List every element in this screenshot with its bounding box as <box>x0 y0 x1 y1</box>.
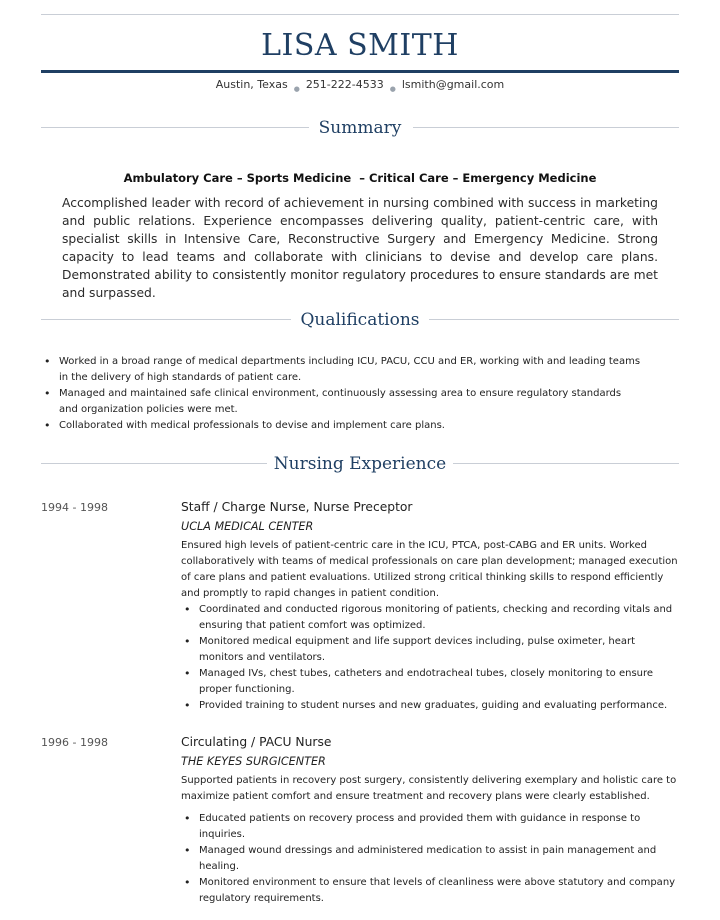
list-item: • Educated patients on recovery process and provided them with guidance in response to inquiries. <box>181 811 679 843</box>
list-item: • Collaborated with medical professionals to devise and implement care plans. <box>41 418 641 434</box>
section-title: Qualifications <box>300 310 420 330</box>
top-divider <box>41 14 679 15</box>
summary-heading <box>41 116 679 140</box>
contact-line <box>0 77 720 97</box>
job-entry <box>181 733 679 907</box>
job-employer: UCLA MEDICAL CENTER <box>181 520 314 533</box>
qualifications-heading <box>41 308 679 332</box>
list-item: • Coordinated and conducted rigorous monitoring of patients, checking and recording vitals and ensuring that patient comfort was optimized. <box>181 602 679 634</box>
heading-rule-right <box>453 463 679 464</box>
contact-location: Austin, Texas <box>215 78 288 91</box>
heading-rule-right <box>429 319 679 320</box>
separator-dot-icon: ● <box>389 85 396 93</box>
job-employer: THE KEYES SURGICENTER <box>181 755 326 768</box>
list-item: • Managed and maintained safe clinical environment, continuously assessing area to ensure regulatory standards and organization policies were met. <box>41 386 641 418</box>
contact-email: lsmith@gmail.com <box>401 78 505 91</box>
qualifications-list <box>41 354 641 434</box>
list-item: • Managed wound dressings and administered medication to assist in pain management and healing. <box>181 843 679 875</box>
job-title: Staff / Charge Nurse, Nurse Preceptor <box>181 500 413 514</box>
section-title: Summary <box>318 118 402 138</box>
section-title: Nursing Experience <box>273 454 447 474</box>
job-description: Supported patients in recovery post surgery, consistently delivering exemplary and holistic care to maximize patient comfort and ensure treatment and recovery plans were clearly established. <box>181 775 677 802</box>
list-item: • Worked in a broad range of medical departments including ICU, PACU, CCU and ER, working with and leading teams in the delivery of high standards of patient care. <box>41 354 641 386</box>
heading-rule-right <box>413 127 679 128</box>
summary-text: Accomplished leader with record of achievement in nursing combined with success in marketing and public relations. Experience encompasses delivering quality, patient-centric care, with specialist skills in Intensive Care, Reconstructive Surgery and Emergency Medicine. Strong capacity to lead teams and collaborate with clinicians to devise and develop care plans. Demonstrated ability to consistently monitor regulatory procedures to ensure standards are met and surpassed. <box>62 196 658 300</box>
specialty-areas: Ambulatory Care – Sports Medicine – Critical Care – Emergency Medicine <box>123 171 597 185</box>
job-title: Circulating / PACU Nurse <box>181 735 332 749</box>
job-dates: 1994 - 1998 <box>41 501 108 514</box>
separator-dot-icon: ● <box>293 85 300 93</box>
job-dates: 1996 - 1998 <box>41 736 108 749</box>
job-bullets <box>181 602 679 714</box>
name-underline <box>41 70 679 73</box>
candidate-name: LISA SMITH <box>261 28 459 63</box>
job-bullets <box>181 811 679 907</box>
job-description: Ensured high levels of patient-centric care in the ICU, PTCA, post-CABG and ER units. Worked collaboratively with teams of medical professionals on care plan development; managed execution of care plans and patient evaluations. Utilized strong critical thinking skills to respond efficiently and promptly to rapid changes in patient condition. <box>181 540 678 599</box>
job-entry <box>181 498 679 714</box>
contact-phone: 251-222-4533 <box>305 78 384 91</box>
list-item: • Provided training to student nurses and new graduates, guiding and evaluating performance. <box>181 698 679 714</box>
list-item: • Monitored environment to ensure that levels of cleanliness were above statutory and company regulatory requirements. <box>181 875 679 907</box>
list-item: • Managed IVs, chest tubes, catheters and endotracheal tubes, closely monitoring to ensure proper functioning. <box>181 666 679 698</box>
list-item: • Monitored medical equipment and life support devices including, pulse oximeter, heart monitors and ventilators. <box>181 634 679 666</box>
experience-heading <box>41 452 679 476</box>
